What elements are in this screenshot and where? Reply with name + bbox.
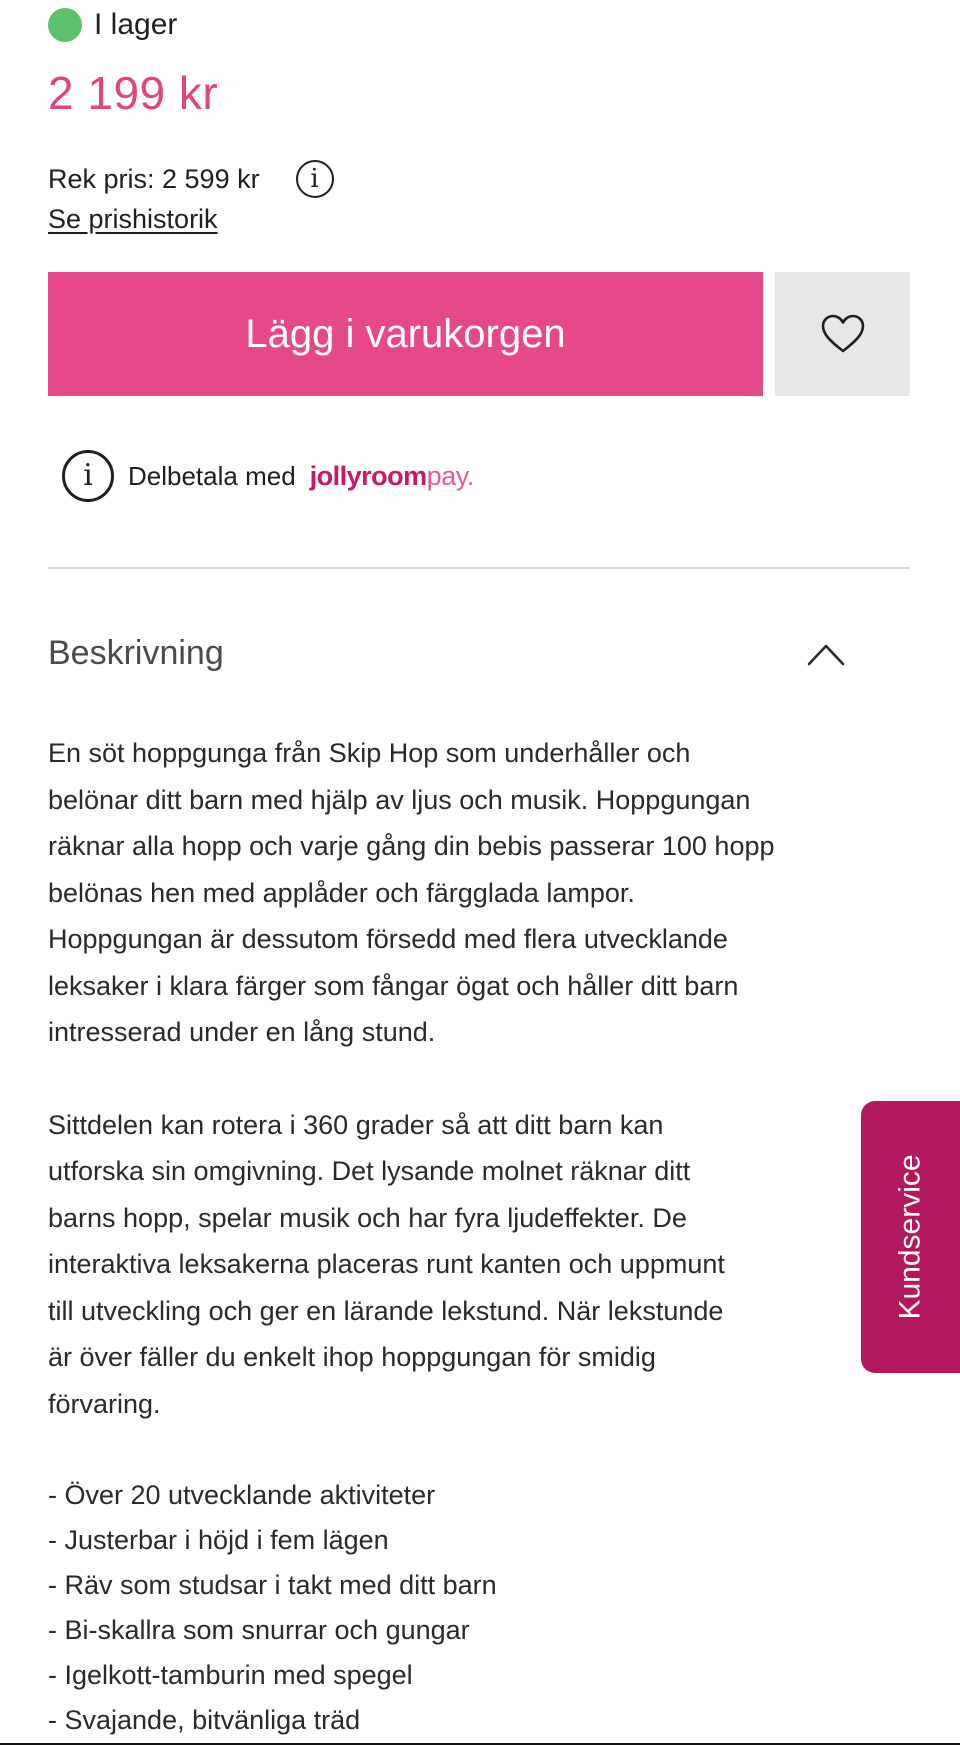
feature-item: - Bi-skallra som snurrar och gungar	[48, 1615, 470, 1645]
brand-suffix: pay.	[426, 460, 474, 491]
stock-status	[48, 8, 177, 42]
info-icon[interactable]: i	[296, 160, 334, 198]
description-body	[48, 730, 918, 1743]
brand-name: jollyroom	[309, 460, 427, 491]
installment-info[interactable]	[62, 450, 474, 502]
customer-service-label: Kundservice	[893, 1154, 927, 1320]
in-stock-dot-icon	[48, 8, 82, 42]
recommended-price-row	[48, 160, 334, 198]
feature-item: - Över 20 utvecklande aktiviteter	[48, 1480, 436, 1510]
feature-item: - Räv som studsar i takt med ditt barn	[48, 1570, 497, 1600]
add-to-cart-button[interactable]: Lägg i varukorgen	[48, 272, 763, 396]
jollyroom-pay-logo	[310, 461, 474, 492]
heart-icon	[820, 314, 866, 354]
current-price: 2 199 kr	[48, 67, 219, 119]
customer-service-tab[interactable]	[861, 1101, 960, 1373]
chevron-up-icon[interactable]	[806, 640, 846, 668]
installment-text: Delbetala med	[128, 460, 296, 491]
feature-item: - Svajande, bitvänliga träd	[48, 1705, 361, 1735]
feature-list	[48, 1473, 918, 1743]
description-paragraph: Sittdelen kan rotera i 360 grader så att ditt barn kan utforska sin omgivning. Det lysande molnet räknar ditt barns hopp, spelar musik och har fyra ljudeffekter. De interaktiva leksakerna placeras runt kanten och uppmunt till utveckling och ger en lärande lekstund. När lekstunde är över fäller du enkelt ihop hoppgungan för smidig förvaring.	[48, 1109, 725, 1419]
feature-item: - Igelkott-tamburin med spegel	[48, 1660, 413, 1690]
stock-label: I lager	[94, 8, 178, 41]
wishlist-button[interactable]	[775, 272, 910, 396]
divider	[48, 567, 910, 569]
feature-item: - Justerbar i höjd i fem lägen	[48, 1525, 389, 1555]
info-icon: i	[62, 450, 114, 502]
price-history-link[interactable]: Se prishistorik	[48, 204, 218, 234]
recommended-price: Rek pris: 2 599 kr	[48, 163, 260, 194]
description-title[interactable]: Beskrivning	[48, 634, 224, 672]
description-paragraph: En söt hoppgunga från Skip Hop som underhåller och belönar ditt barn med hjälp av ljus och musik. Hoppgungan räknar alla hopp och varje gång din bebis passerar 100 hopp belönas hen med applåder och färgglada lampor. Hoppgungan är dessutom försedd med flera utvecklande leksaker i klara färger som fångar ögat och håller ditt barn intresserad under en lång stund.	[48, 738, 775, 1047]
